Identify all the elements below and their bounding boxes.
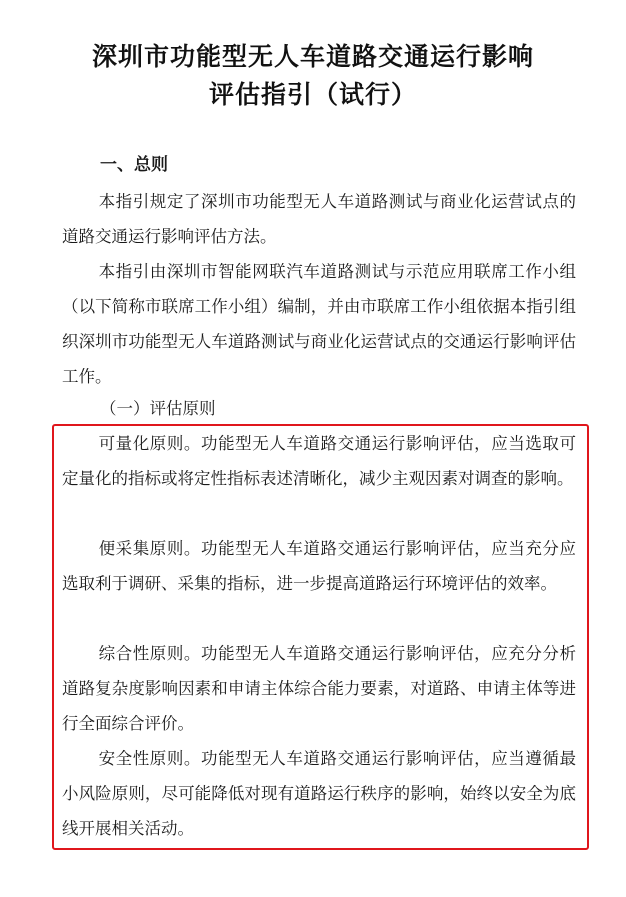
principle-comprehensive-text: 综合性原则。功能型无人车道路交通运行影响评估，应充分分析道路复杂度影响因素和申请主体综合能力要素，对道路、申请主体等进行全面综合评价。	[62, 644, 576, 733]
principle-easy-collection-text: 便采集原则。功能型无人车道路交通运行影响评估，应当充分应选取利于调研、采集的指标，进一步提高道路运行环境评估的效率。	[62, 539, 576, 593]
document-title-line-1: 深圳市功能型无人车道路交通运行影响	[91, 42, 534, 71]
paragraph-scope	[62, 184, 576, 254]
principle-quantifiable	[62, 426, 576, 496]
paragraph-organization-text: 本指引由深圳市智能网联汽车道路测试与示范应用联席工作小组（以下简称市联席工作小组）编制，并由市联席工作小组依据本指引组织深圳市功能型无人车道路测试与商业化运营试点的交通运行影响评估工作。	[62, 262, 576, 386]
paragraph-organization	[62, 254, 576, 394]
principle-easy-collection	[62, 531, 576, 601]
principle-comprehensive	[62, 636, 576, 741]
principle-quantifiable-text: 可量化原则。功能型无人车道路交通运行影响评估，应当选取可定量化的指标或将定性指标表述清晰化，减少主观因素对调查的影响。	[62, 434, 576, 488]
principle-safety-text: 安全性原则。功能型无人车道路交通运行影响评估，应当遵循最小风险原则，尽可能降低对现有道路运行秩序的影响，始终以安全为底线开展相关活动。	[62, 749, 576, 838]
section-heading-general: 一、总则	[100, 155, 168, 175]
principle-safety	[62, 741, 576, 846]
document-title-line-2: 评估指引（试行）	[208, 80, 417, 109]
paragraph-scope-text: 本指引规定了深圳市功能型无人车道路测试与商业化运营试点的道路交通运行影响评估方法。	[62, 192, 576, 246]
subsection-heading-principles: （一）评估原则	[100, 399, 216, 418]
